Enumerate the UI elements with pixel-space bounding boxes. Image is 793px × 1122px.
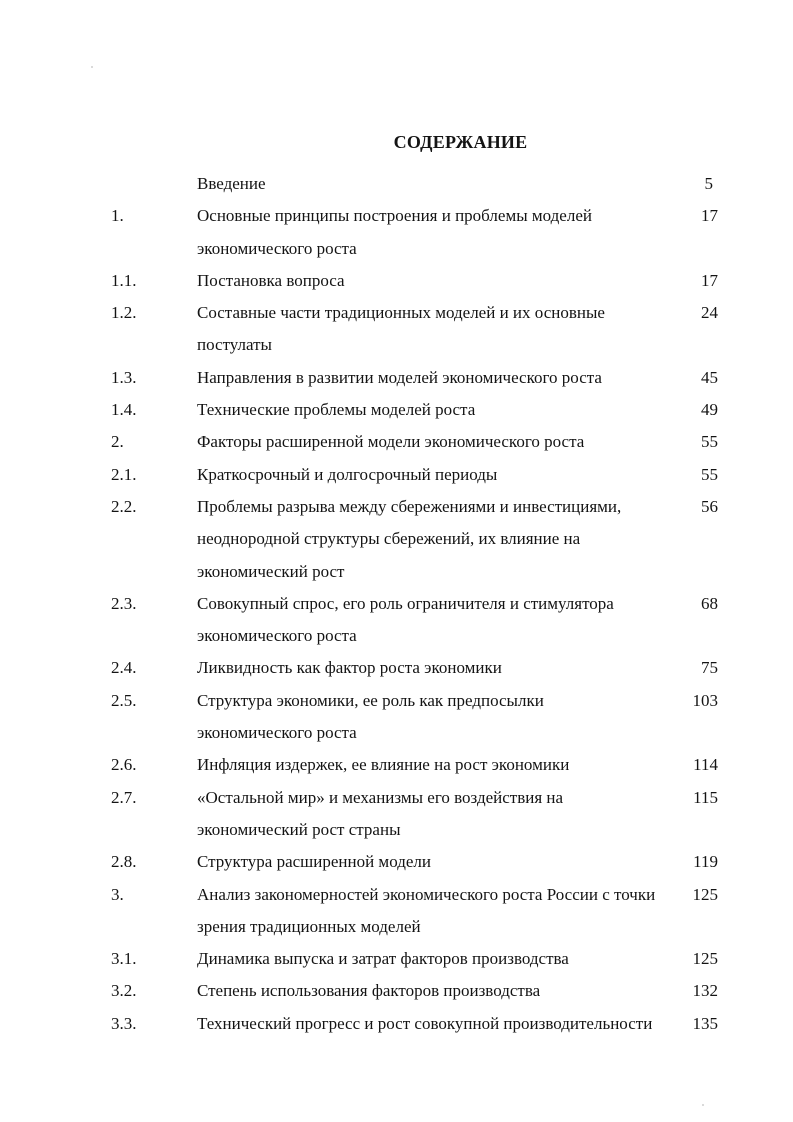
toc-entry <box>0 394 793 426</box>
toc-entry-page: 103 <box>692 690 718 710</box>
toc-entry-number: 2.6. <box>111 755 137 775</box>
scan-speck <box>91 66 93 68</box>
toc-entry <box>0 297 793 362</box>
toc-entry <box>0 943 793 975</box>
toc-entry-number: 2.2. <box>111 496 137 516</box>
toc-entry-text: Совокупный спрос, его роль ограничителя и стимулятора экономического роста <box>197 593 614 646</box>
toc-entry <box>0 846 793 878</box>
toc-entry-text: Составные части традиционных моделей и их основные постулаты <box>197 303 605 355</box>
scan-speck <box>702 1104 704 1106</box>
toc-entry-number: 1.4. <box>111 400 137 420</box>
toc-entry <box>0 200 793 265</box>
toc-entry-text: Технические проблемы моделей роста <box>197 400 476 420</box>
toc-entry-text: Ликвидность как фактор роста экономики <box>197 658 502 678</box>
toc-entry-number: 1.3. <box>111 367 137 387</box>
toc-entry <box>0 685 793 750</box>
toc-entry-number: 3.2. <box>111 981 137 1001</box>
toc-entry-page: 125 <box>692 884 718 904</box>
toc-entry-number: 2.7. <box>111 787 137 807</box>
toc-entry-text: Инфляция издержек, ее влияние на рост экономики <box>197 755 570 775</box>
toc-entry-text: Постановка вопроса <box>197 270 345 290</box>
toc-entry-text: Проблемы разрыва между сбережениями и инвестициями, неоднородной структуры сбережений, их влияние на экономический рост <box>197 496 622 581</box>
toc-entry-text: Технический прогресс и рост совокупной производительности <box>197 1013 653 1033</box>
toc-entry-page: 115 <box>693 787 718 807</box>
toc-entry-number: 1.1. <box>111 270 137 290</box>
toc-entry-text: Анализ закономерностей экономического роста России с точки зрения традиционных моделей <box>197 884 656 936</box>
toc-entry-text: Факторы расширенной модели экономического роста <box>197 432 585 452</box>
toc-entry <box>0 975 793 1007</box>
page-title: СОДЕРЖАНИЕ <box>393 132 528 152</box>
toc-entry <box>0 265 793 297</box>
table-of-contents <box>0 168 793 1040</box>
toc-entry-number: 3.3. <box>111 1013 137 1033</box>
toc-entry-number: 3. <box>111 884 124 904</box>
toc-entry <box>0 168 793 200</box>
toc-entry <box>0 588 793 653</box>
toc-entry-page: 114 <box>693 755 718 775</box>
toc-entry-text: Структура экономики, ее роль как предпосылки экономического роста <box>197 690 544 743</box>
toc-entry-number: 3.1. <box>111 949 137 969</box>
toc-entry-text: «Остальной мир» и механизмы его воздействия на экономический рост страны <box>197 787 564 839</box>
toc-entry-page: 125 <box>692 949 718 969</box>
toc-entry-page: 56 <box>701 496 718 516</box>
toc-entry-page: 45 <box>701 367 718 387</box>
toc-entry-page: 5 <box>704 174 713 193</box>
toc-entry-number: 2.4. <box>111 658 137 678</box>
toc-entry-text: Направления в развитии моделей экономического роста <box>197 367 602 387</box>
toc-entry-number: 2.8. <box>111 852 137 872</box>
toc-entry-text: Динамика выпуска и затрат факторов производства <box>197 949 569 969</box>
toc-entry <box>0 362 793 394</box>
toc-entry-page: 17 <box>701 270 718 290</box>
toc-entry-number: 2.1. <box>111 464 137 484</box>
toc-entry-text: Структура расширенной модели <box>197 852 431 872</box>
toc-entry-number: 2.3. <box>111 593 137 613</box>
toc-entry-number: 1. <box>111 206 124 226</box>
toc-entry-text: Степень использования факторов производства <box>197 981 541 1001</box>
toc-entry-number: 2. <box>111 432 124 452</box>
toc-entry <box>0 782 793 847</box>
toc-entry-page: 132 <box>692 981 718 1001</box>
toc-entry <box>0 426 793 458</box>
toc-entry-text: Краткосрочный и долгосрочный периоды <box>197 464 498 484</box>
toc-entry <box>0 491 793 588</box>
toc-entry-text: Введение <box>197 174 266 193</box>
toc-entry-text: Основные принципы построения и проблемы моделей экономического роста <box>197 206 592 258</box>
toc-entry-page: 135 <box>692 1013 718 1033</box>
toc-entry-page: 119 <box>693 852 718 872</box>
toc-entry <box>0 459 793 491</box>
toc-entry <box>0 749 793 781</box>
toc-entry-page: 55 <box>701 464 718 484</box>
toc-entry-number: 1.2. <box>111 303 137 323</box>
toc-entry <box>0 652 793 684</box>
toc-entry-page: 49 <box>701 400 718 420</box>
toc-entry-page: 24 <box>701 303 718 323</box>
toc-entry-page: 55 <box>701 432 718 452</box>
toc-entry-page: 68 <box>701 593 718 613</box>
toc-entry-page: 17 <box>701 206 718 226</box>
toc-entry <box>0 879 793 944</box>
toc-entry-page: 75 <box>701 658 718 678</box>
toc-entry <box>0 1008 793 1040</box>
toc-entry-number: 2.5. <box>111 690 137 710</box>
